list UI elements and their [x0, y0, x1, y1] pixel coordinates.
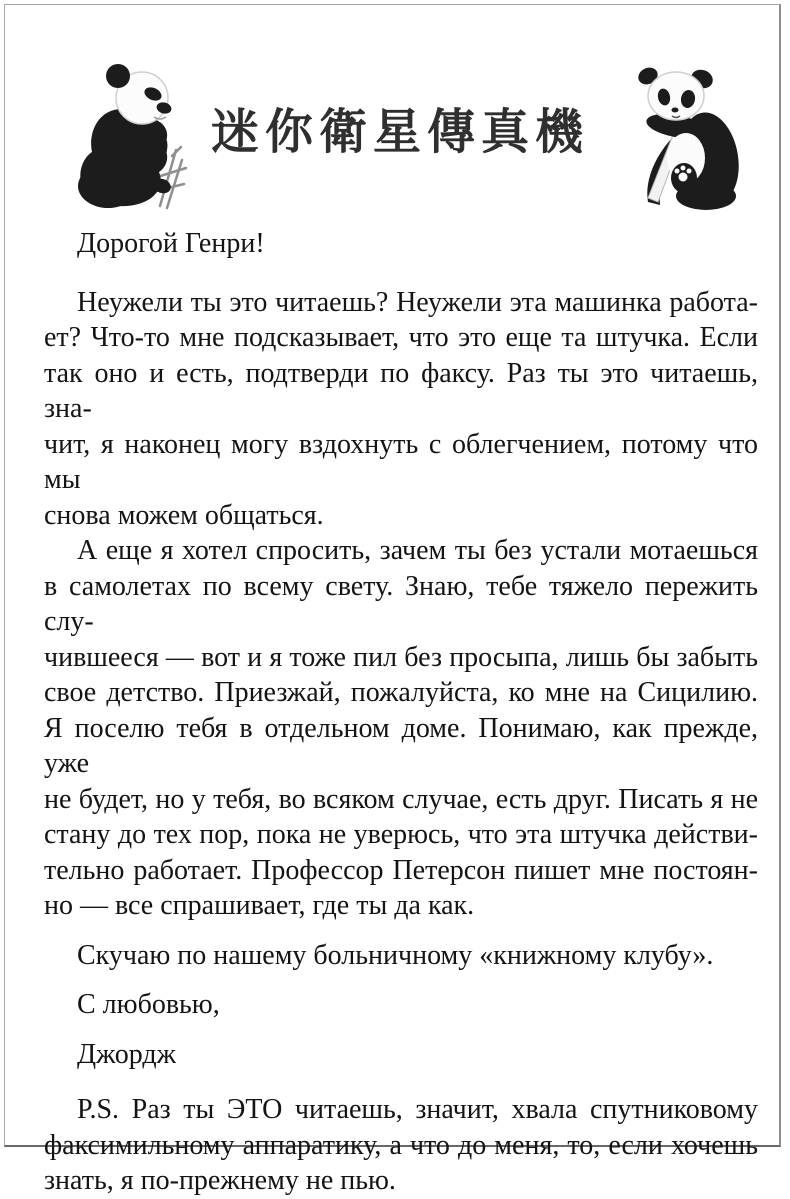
text-line: стану до тех пор, пока не уверюсь, что эта штучка действи-	[44, 819, 758, 850]
text-line: снова можем общаться.	[44, 499, 324, 531]
text-line: Я поселю тебя в отдельном доме. Понимаю, как прежде, уже	[44, 712, 758, 779]
text-line: но — все спрашивает, где ты да как.	[44, 890, 475, 921]
text-line: в самолетах по всему свету. Знаю, тебе тяжело пережить слу-	[44, 570, 758, 637]
paragraph-1	[44, 285, 758, 534]
signature: Джордж	[77, 1038, 176, 1070]
letter-body	[44, 226, 758, 1199]
text-line: знать, я по-прежнему не пью.	[44, 1165, 396, 1196]
text-line: чит, я наконец могу вздохнуть с облегчением, потому что мы	[44, 428, 758, 495]
text-line: свое детство. Приезжай, пожалуйста, ко мне на Сицилию.	[44, 677, 758, 708]
panda-paw	[671, 163, 697, 193]
panda-body	[78, 108, 175, 208]
text-line: тельно работает. Профессор Петерсон пишет мне постоян-	[44, 854, 758, 886]
valediction: С любовью,	[77, 989, 220, 1020]
text-line: факсимильному аппаратику, а что до меня, то, если хочешь	[44, 1129, 758, 1161]
text-line: так оно и есть, подтверди по факсу. Раз ты это читаешь, зна-	[44, 357, 758, 424]
fax-header-title: 迷你衛星傳真機	[210, 104, 589, 160]
text-line: чившееся — вот и я тоже пил без просыпа, лишь бы забыть	[44, 641, 758, 673]
text-line: Неужели ты это читаешь? Неужели эта машинка работа-	[77, 286, 758, 318]
panda-right-icon	[624, 66, 742, 212]
text-line: P.S. Раз ты ЭТО читаешь, значит, хвала спутниковому	[77, 1094, 758, 1125]
text-line: не будет, но у тебя, во всяком случае, есть друг. Писать я не	[44, 783, 758, 815]
paragraph-2	[44, 533, 758, 924]
postscript	[44, 1092, 758, 1199]
panda-head	[636, 66, 716, 120]
closing-line: Скучаю по нашему больничному «книжному клубу».	[77, 939, 714, 971]
text-line: А еще я хотел спросить, зачем ты без устали мотаешься	[77, 535, 758, 566]
salutation: Дорогой Генри!	[77, 228, 265, 259]
text-line: ет? Что-то мне подсказывает, что это еще та штучка. Если	[44, 322, 758, 353]
fax-letterhead	[0, 0, 790, 228]
panda-left-icon	[68, 64, 196, 212]
